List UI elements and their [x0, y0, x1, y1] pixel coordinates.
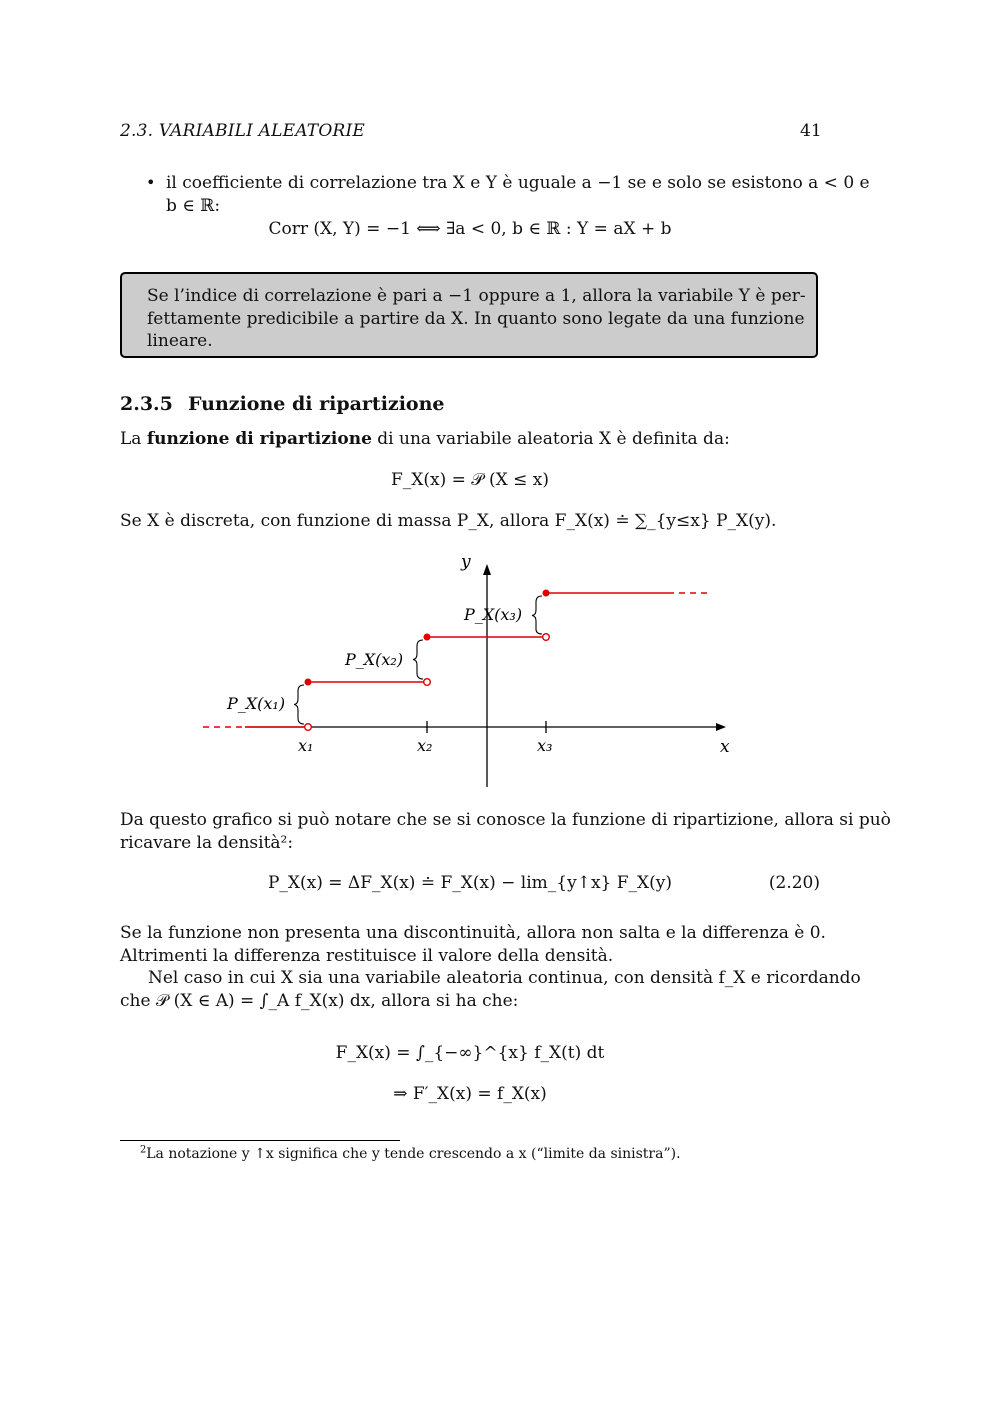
section-heading	[120, 393, 445, 415]
jump-label-x2: P_X(x₂)	[345, 650, 404, 669]
x-axis-arrow	[716, 723, 726, 731]
footnote-text: La notazione y ↑x significa che y tende crescendo a x (“limite da sinistra”).	[146, 1146, 681, 1162]
jump-label-x3: P_X(x₃)	[464, 605, 523, 624]
discrete-text: Se X è discreta, con funzione di massa P_X, allora F_X(x) ≐ ∑_{y≤x} P_X(y).	[120, 511, 777, 531]
x-axis-label: x	[720, 737, 730, 757]
definition-term: funzione di ripartizione	[146, 429, 372, 449]
equation-2-20-number: (2.20)	[768, 873, 820, 893]
discontinuity-line2: Altrimenti la differenza restituisce il valore della densità.	[120, 946, 614, 966]
running-header: 2.3. VARIABILI ALEATORIE	[120, 121, 365, 141]
discontinuity-line1: Se la funzione non presenta una discontinuità, allora non salta e la differenza è 0.	[120, 923, 826, 943]
closed-point-x1	[305, 679, 312, 686]
page-number: 41	[800, 121, 822, 141]
correlation-equation: Corr (X, Y) = −1 ⟺ ∃a < 0, b ∈ ℝ : Y = aX + b	[268, 219, 672, 239]
callout-box	[120, 272, 818, 358]
y-axis-arrow	[483, 564, 491, 575]
after-graph-line1: Da questo grafico si può notare che se si conosce la funzione di ripartizione, allora si può	[120, 810, 891, 830]
equation-2-20: P_X(x) = ΔF_X(x) ≐ F_X(x) − lim_{y↑x} F_X(y)	[267, 873, 673, 893]
continuous-line1: Nel caso in cui X sia una variabile aleatoria continua, con densità f_X e ricordando	[148, 968, 861, 988]
integral-equation: F_X(x) = ∫_{−∞}^{x} f_X(t) dt	[335, 1043, 605, 1063]
definition-post: di una variabile aleatoria X è definita da:	[371, 429, 730, 449]
section-number: 2.3.5	[120, 393, 173, 415]
brace-x2	[413, 640, 423, 679]
definition-pre: La	[120, 429, 147, 449]
bullet-text-line2: b ∈ ℝ:	[166, 196, 221, 216]
footnote	[140, 1146, 681, 1162]
tick-label-x3: x₃	[537, 736, 553, 755]
bullet-text-line1: il coefficiente di correlazione tra X e Y è uguale a −1 se e solo se esistono a < 0 e	[166, 173, 870, 193]
callout-line2: fettamente predicibile a partire da X. In quanto sono legate da una funzione	[147, 309, 805, 329]
y-axis-label: y	[461, 552, 471, 572]
after-graph-line2: ricavare la densità²:	[120, 833, 294, 853]
cdf-step-figure	[0, 545, 1000, 795]
open-point-x1	[305, 724, 312, 731]
closed-point-x2	[424, 634, 431, 641]
open-point-x3	[543, 634, 550, 641]
closed-point-x3	[543, 590, 550, 597]
footnote-rule	[120, 1140, 400, 1141]
definition-equation: F_X(x) = 𝒫 (X ≤ x)	[391, 470, 549, 490]
callout-line1: Se l’indice di correlazione è pari a −1 oppure a 1, allora la variabile Y è per-	[147, 286, 806, 306]
continuous-line2: che 𝒫 (X ∈ A) = ∫_A f_X(x) dx, allora si ha che:	[120, 991, 519, 1011]
definition-text	[120, 429, 730, 449]
brace-x3	[532, 596, 542, 634]
jump-label-x1: P_X(x₁)	[227, 694, 286, 713]
bullet-marker: •	[146, 173, 156, 192]
section-title: Funzione di ripartizione	[188, 393, 445, 415]
tick-label-x1: x₁	[298, 736, 314, 755]
derivative-equation: ⇒ F′_X(x) = f_X(x)	[393, 1084, 547, 1104]
tick-label-x2: x₂	[417, 736, 433, 755]
open-point-x2	[424, 679, 431, 686]
brace-x1	[294, 685, 304, 724]
callout-line3: lineare.	[147, 331, 213, 351]
footnote-mark: 2	[140, 1144, 147, 1156]
